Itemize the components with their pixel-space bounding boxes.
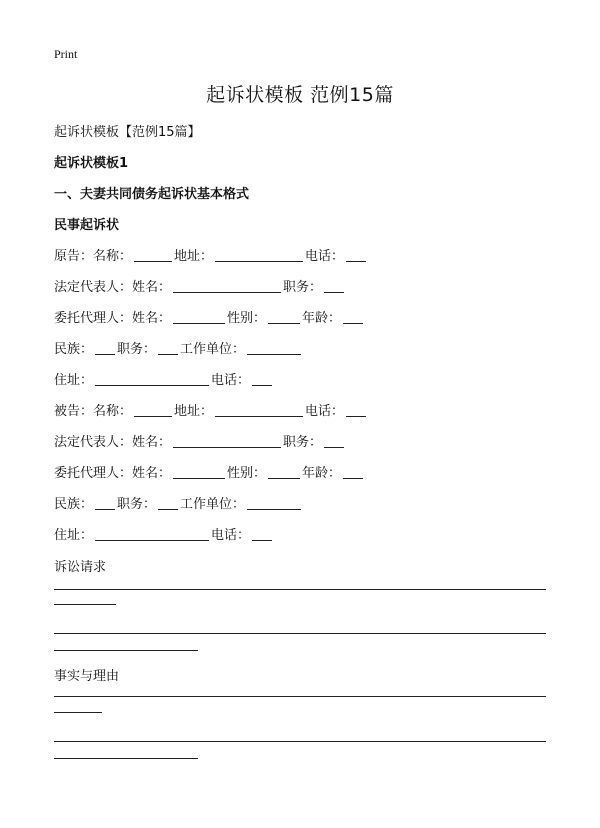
plaintiff-work-unit-blank[interactable]: [247, 353, 301, 355]
legal-rep-label: 法定代表人：姓名：: [54, 435, 172, 450]
defendant-residence-phone-blank[interactable]: [252, 539, 272, 541]
plaintiff-agent-position-blank[interactable]: [158, 353, 178, 355]
plaintiff-label: 原告：名称：: [54, 249, 133, 264]
defendant-agent-detail-row: [54, 493, 303, 512]
plaintiff-name-row: [54, 245, 368, 264]
plaintiff-agent-gender-blank[interactable]: [268, 322, 300, 324]
defendant-legal-rep-row: [54, 431, 346, 450]
facts-line[interactable]: [54, 712, 102, 713]
plaintiff-phone-blank[interactable]: [346, 260, 366, 262]
address-label: 地址：: [174, 404, 214, 419]
claims-label: 诉讼请求: [54, 560, 107, 575]
ethnicity-label: 民族：: [54, 342, 94, 357]
plaintiff-residence-row: [54, 369, 274, 388]
document-subtitle: 起诉状模板【范例15篇】: [54, 125, 201, 140]
plaintiff-name-blank[interactable]: [134, 260, 172, 262]
position-label: 职务：: [117, 497, 157, 512]
defendant-agent-row: [54, 462, 365, 481]
defendant-agent-position-blank[interactable]: [158, 508, 178, 510]
print-label[interactable]: Print: [54, 47, 78, 61]
document-title: 起诉状模板 范例15篇: [206, 84, 394, 106]
defendant-label: 被告：名称：: [54, 404, 133, 419]
phone-label: 电话：: [211, 373, 251, 388]
complaint-type: 民事起诉状: [54, 218, 120, 233]
ethnicity-label: 民族：: [54, 497, 94, 512]
defendant-agent-gender-blank[interactable]: [268, 477, 300, 479]
gender-label: 性别：: [227, 466, 267, 481]
defendant-ethnicity-blank[interactable]: [95, 508, 115, 510]
position-label: 职务：: [283, 280, 323, 295]
gender-label: 性别：: [227, 311, 267, 326]
phone-label: 电话：: [211, 528, 251, 543]
claims-line[interactable]: [54, 650, 198, 651]
plaintiff-residence-blank[interactable]: [95, 384, 209, 386]
defendant-legal-rep-position-blank[interactable]: [324, 446, 344, 448]
plaintiff-agent-name-blank[interactable]: [173, 322, 225, 324]
facts-line[interactable]: [54, 696, 546, 697]
facts-label: 事实与理由: [54, 669, 120, 684]
plaintiff-residence-phone-blank[interactable]: [252, 384, 272, 386]
legal-rep-label: 法定代表人：姓名：: [54, 280, 172, 295]
work-unit-label: 工作单位：: [180, 497, 246, 512]
plaintiff-agent-detail-row: [54, 338, 303, 357]
claims-line[interactable]: [54, 604, 116, 605]
defendant-address-blank[interactable]: [215, 415, 303, 417]
defendant-agent-name-blank[interactable]: [173, 477, 225, 479]
age-label: 年龄：: [302, 311, 342, 326]
age-label: 年龄：: [302, 466, 342, 481]
residence-label: 住址：: [54, 528, 94, 543]
defendant-phone-blank[interactable]: [346, 415, 366, 417]
phone-label: 电话：: [305, 249, 345, 264]
agent-label: 委托代理人：姓名：: [54, 466, 172, 481]
plaintiff-address-blank[interactable]: [215, 260, 303, 262]
position-label: 职务：: [283, 435, 323, 450]
claims-line[interactable]: [54, 589, 546, 590]
defendant-residence-blank[interactable]: [95, 539, 209, 541]
address-label: 地址：: [174, 249, 214, 264]
phone-label: 电话：: [305, 404, 345, 419]
claims-line[interactable]: [54, 633, 546, 634]
section-title: 起诉状模板1: [54, 156, 129, 171]
facts-line[interactable]: [54, 758, 198, 759]
plaintiff-agent-row: [54, 307, 365, 326]
defendant-work-unit-blank[interactable]: [247, 508, 301, 510]
work-unit-label: 工作单位：: [180, 342, 246, 357]
plaintiff-legal-rep-position-blank[interactable]: [324, 291, 344, 293]
position-label: 职务：: [117, 342, 157, 357]
defendant-name-row: [54, 400, 368, 419]
defendant-legal-rep-blank[interactable]: [173, 446, 281, 448]
plaintiff-ethnicity-blank[interactable]: [95, 353, 115, 355]
defendant-agent-age-blank[interactable]: [343, 477, 363, 479]
plaintiff-agent-age-blank[interactable]: [343, 322, 363, 324]
residence-label: 住址：: [54, 373, 94, 388]
plaintiff-legal-rep-blank[interactable]: [173, 291, 281, 293]
agent-label: 委托代理人：姓名：: [54, 311, 172, 326]
format-heading: 一、夫妻共同债务起诉状基本格式: [54, 187, 250, 202]
defendant-residence-row: [54, 524, 274, 543]
plaintiff-legal-rep-row: [54, 276, 346, 295]
defendant-name-blank[interactable]: [134, 415, 172, 417]
facts-line[interactable]: [54, 741, 546, 742]
